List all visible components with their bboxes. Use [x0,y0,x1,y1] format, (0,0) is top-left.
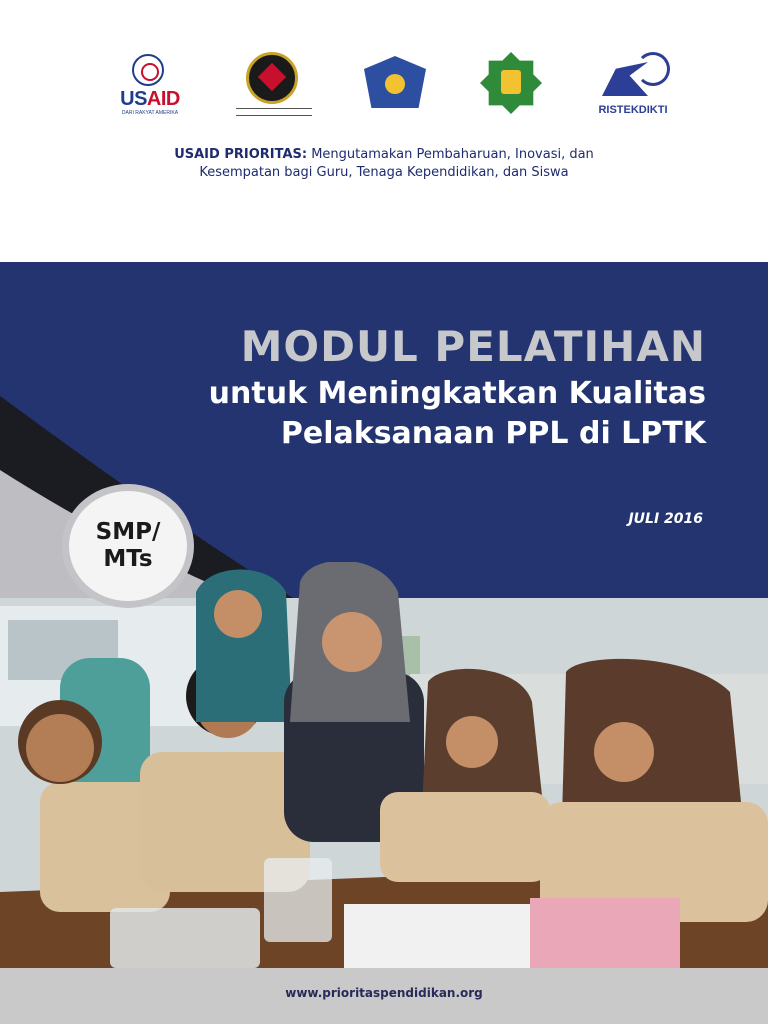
ristekdikti-wordmark: RISTEKDIKTI [598,104,668,116]
school-level-line2: MTs [103,546,153,572]
classroom-photo [0,562,768,968]
school-level-line1: SMP/ [95,519,161,545]
module-subtitle [0,374,706,454]
publication-date: JULI 2016 [628,511,703,527]
kemenag-emblem-icon [478,48,544,124]
program-line1: Mengutamakan Pembaharuan, Inovasi, dan [307,147,594,162]
program-line2: Kesempatan bagi Guru, Tenaga Kependidikan, dan Siswa [199,165,569,180]
program-name: USAID PRIORITAS: [174,147,308,162]
module-subtitle-line2: Pelaksanaan PPL di LPTK [280,416,706,451]
usaid-seal-icon [132,54,164,86]
usaid-logo [108,48,192,124]
usaid-tagline: DARI RAKYAT AMERIKA [121,110,179,116]
usaid-wordmark: USAID [120,88,180,110]
partner-logos [100,48,680,124]
school-level-badge [62,484,194,608]
ristekdikti-logo [588,48,678,124]
tut-wuri-handayani-emblem-icon [362,48,428,124]
kemendagri-emblem-icon [240,48,308,124]
module-subtitle-line1: untuk Meningkatkan Kualitas [208,376,706,411]
ristekdikti-emblem-icon [602,52,664,100]
program-description [0,146,768,182]
website-url: www.prioritaspendidikan.org [285,986,483,1000]
module-title: MODUL PELATIHAN [240,322,706,371]
